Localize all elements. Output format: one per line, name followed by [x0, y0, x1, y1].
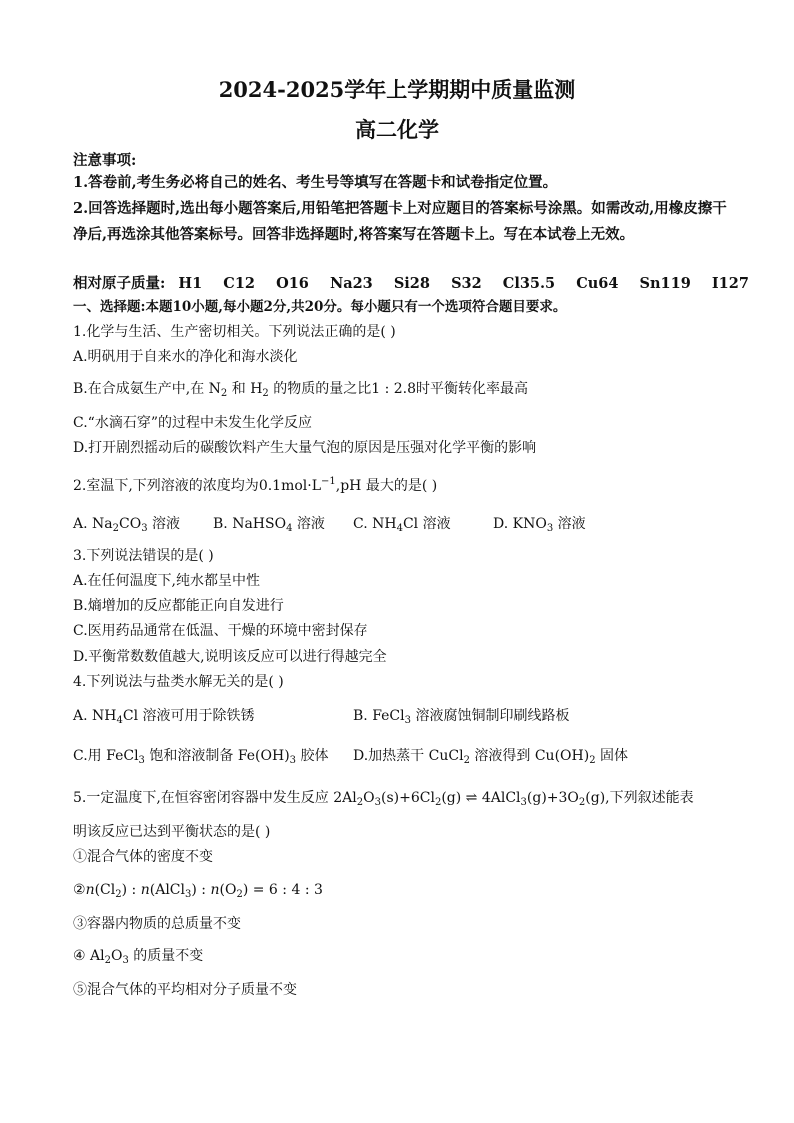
atomic-mass-item: Sn119	[639, 275, 691, 292]
q2-stem	[73, 472, 734, 496]
q2-conc-value: 0.1mol·L	[258, 478, 322, 494]
notice-item-1: 1.答卷前,考生务必将自己的姓名、考生号等填写在答题卡和试卷指定位置。	[73, 174, 558, 191]
q5-statement-1: ①混合气体的密度不变	[73, 849, 213, 865]
q5-s4-pre: ④	[73, 948, 86, 964]
q3-option-d: D.平衡常数数值越大,说明该反应可以进行得越完全	[73, 649, 387, 665]
q1-option-c: C.“水滴石穿”的过程中未发生化学反应	[73, 415, 312, 431]
atomic-mass-item: H1	[178, 275, 203, 292]
q5-stem-post: ,下列叙述能表	[605, 790, 694, 806]
q5-statement-5: ⑤混合气体的平均相对分子质量不变	[73, 982, 297, 998]
h2-formula: $H_2$	[250, 381, 269, 399]
q2-b-tail: 溶液	[296, 516, 325, 532]
q4-stem: 4.下列说法与盐类水解无关的是( )	[73, 674, 284, 690]
atomic-mass-item: Cu64	[576, 275, 619, 292]
exam-title: 2024-2025学年上学期期中质量监测	[218, 77, 576, 102]
q4-d-pre: D.加热蒸干	[353, 748, 425, 764]
q4-c-pre: C.用	[73, 748, 102, 764]
q4-d-post: 固体	[600, 748, 629, 764]
atomic-mass-label: 相对原子质量:	[73, 275, 166, 292]
q2-option-d: D. $KNO_3$ 溶液	[493, 516, 586, 534]
q4-option-d: D.加热蒸干 CuCl$_2$ 溶液得到 $Cu(OH)_2$ 固体	[353, 748, 629, 766]
q2-stem-pre: 2.室温下,下列溶液的浓度均为	[73, 478, 259, 494]
q4-d-mid: 溶液得到	[474, 748, 531, 764]
q4-a-pre: A. NH	[73, 708, 117, 724]
q5-s4-post: 的质量不变	[133, 948, 204, 964]
q5-stem-line2: 明该反应已达到平衡状态的是( )	[73, 824, 271, 840]
q3-stem: 3.下列说法错误的是( )	[73, 548, 214, 564]
q2-c-tail: Cl 溶液	[402, 516, 451, 532]
atomic-mass-item: S32	[451, 275, 482, 292]
q4-c-post: 胶体	[300, 748, 329, 764]
q1-option-b	[73, 379, 734, 404]
q5-statement-3: ③容器内物质的总质量不变	[73, 916, 241, 932]
h2-symbol: H	[250, 381, 263, 397]
subject-title: 高二化学	[355, 117, 439, 142]
q5-stem	[73, 788, 734, 813]
q2-option-a: A. $Na_2CO_3$ 溶液	[73, 516, 181, 534]
q3-option-b: B.熵增加的反应都能正向自发进行	[73, 598, 284, 614]
n2-symbol: N	[208, 381, 221, 397]
q5-statement-2: $②n(Cl_2)$ : n(AlCl$_3$) : $n(O_2) = 6$ : 4 : 3	[73, 882, 323, 900]
q4-option-a: A. $NH_4Cl$ 溶液可用于除铁锈	[73, 708, 255, 726]
atomic-mass-item: C12	[223, 275, 255, 292]
atomic-mass-item: Si28	[393, 275, 430, 292]
q2-option-b: B. NaHSO$_4$ 溶液	[213, 516, 325, 534]
q3-option-a: A.在任何温度下,纯水都呈中性	[73, 573, 261, 589]
q5-s2-pre: ②	[73, 882, 86, 898]
reaction-equation: $2Al_2O_3(s)+6Cl_2(g)$ ⇌ $4AlCl_3(g)+3O_2(g)$	[333, 790, 606, 808]
section-1-heading: 一、选择题:本题10小题,每小题2分,共20分。每小题只有一个选项符合题目要求。	[73, 299, 567, 315]
atomic-mass-line	[73, 272, 765, 293]
q4-b-post: 溶液腐蚀铜制印刷线路板	[415, 708, 570, 724]
q4-option-c: C.用 FeCl$_3$ 饱和溶液制备 $Fe(OH)_3$ 胶体	[73, 748, 329, 766]
notice-heading: 注意事项:	[73, 152, 137, 169]
q2-concentration: $0.1mol\cdot L^{-1}$	[258, 476, 336, 494]
q1-b-post: 的物质的量之比1 : 2.8时平衡转化率最高	[273, 381, 529, 397]
q1-option-a: A.明矾用于自来水的净化和海水淡化	[73, 349, 298, 365]
atomic-mass-item: I127	[711, 275, 749, 292]
q1-b-pre: B.在合成氨生产中,在	[73, 381, 205, 397]
q5-statement-4: ④ $Al_2O_3$ 的质量不变	[73, 948, 204, 966]
q2-a-formula: A. Na	[73, 516, 113, 532]
q5-stem-pre: 5.一定温度下,在恒容密闭容器中发生反应	[73, 790, 329, 806]
q2-c-formula: C. NH	[353, 516, 397, 532]
q2-stem-post: ,pH 最大的是( )	[335, 478, 438, 494]
q4-c-mid: 饱和溶液制备	[149, 748, 234, 764]
q4-b-pre: B. FeCl	[353, 708, 405, 724]
notice-item-2: 2.回答选择题时,选出每小题答案后,用铅笔把答题卡上对应题目的答案标号涂黑。如需改动,用橡皮擦干净后,再选涂其他答案标号。回答非选择题时,将答案写在答题卡上。写在本试卷上无效。	[73, 200, 727, 243]
q2-option-c: C. $NH_4Cl$ 溶液	[353, 516, 451, 534]
q2-d-tail: 溶液	[557, 516, 586, 532]
q2-d-formula: D. KNO	[493, 516, 547, 532]
q1-option-d: D.打开剧烈摇动后的碳酸饮料产生大量气泡的原因是压强对化学平衡的影响	[73, 440, 537, 456]
atomic-mass-item: O16	[276, 275, 309, 292]
q4-option-b: B. FeCl$_3$ 溶液腐蚀铜制印刷线路板	[353, 708, 570, 726]
q3-option-c: C.医用药品通常在低温、干燥的环境中密封保存	[73, 623, 368, 639]
q2-b-formula: B. NaHSO	[213, 516, 287, 532]
q4-a-post: Cl 溶液可用于除铁锈	[122, 708, 255, 724]
n2-formula: $N_2$	[208, 381, 228, 399]
q1-b-and: 和	[231, 381, 246, 397]
q1-stem: 1.化学与生活、生产密切相关。下列说法正确的是( )	[73, 324, 396, 340]
q2-a-tail: 溶液	[152, 516, 181, 532]
atomic-mass-item: Na23	[329, 275, 373, 292]
q5-s2-post: = 6 : 4 : 3	[252, 882, 323, 898]
atomic-mass-item: Cl35.5	[502, 275, 556, 292]
